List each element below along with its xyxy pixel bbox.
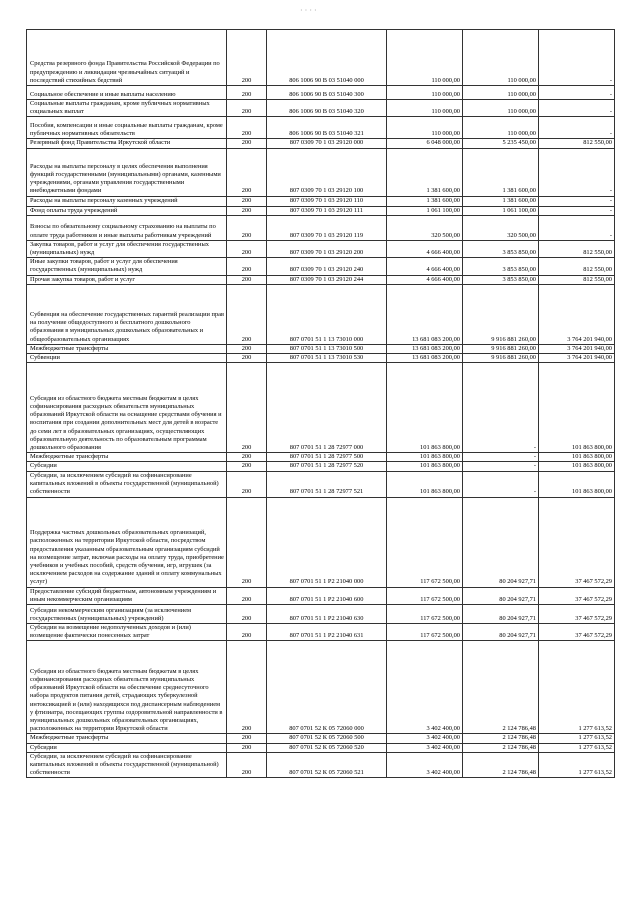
row-assigned: 3 402 400,00	[387, 752, 463, 778]
row-unexecuted: -	[539, 86, 615, 100]
row-name: Предоставление субсидий бюджетным, автономным учреждениям и иным некоммерческим организациям	[27, 587, 227, 604]
row-kbk: 807 0701 51 1 13 73010 000	[267, 284, 387, 344]
row-kbk: 806 1006 90 В 03 51040 320	[267, 100, 387, 117]
row-code: 200	[227, 497, 267, 587]
table-row	[27, 624, 615, 641]
row-code: 200	[227, 240, 267, 257]
row-assigned: 320 500,00	[387, 215, 463, 240]
row-executed: 2 124 786,48	[463, 752, 539, 778]
row-unexecuted: 812 550,00	[539, 258, 615, 275]
row-name: Пособия, компенсации и иные социальные выплаты гражданам, кроме публичных нормативных обязательств	[27, 117, 227, 139]
row-executed: 80 204 927,71	[463, 624, 539, 641]
row-assigned: 1 061 100,00	[387, 206, 463, 215]
row-assigned: 117 672 500,00	[387, 605, 463, 624]
row-name: Прочая закупка товаров, работ и услуг	[27, 275, 227, 284]
budget-execution-table	[26, 29, 615, 778]
row-assigned: 1 381 600,00	[387, 196, 463, 206]
row-assigned: 4 666 400,00	[387, 275, 463, 284]
table-row	[27, 275, 615, 284]
row-assigned: 101 863 800,00	[387, 462, 463, 471]
row-name: Фонд оплаты труда учреждений	[27, 206, 227, 215]
row-unexecuted: 1 277 613,52	[539, 734, 615, 743]
table-row	[27, 196, 615, 206]
row-kbk: 807 0309 70 1 03 29120 110	[267, 196, 387, 206]
row-name: Расходы на выплаты персоналу казенных учреждений	[27, 196, 227, 206]
row-assigned: 3 402 400,00	[387, 734, 463, 743]
row-name: Субсидии, за исключением субсидий на софинансирование капитальных вложений в объекты государственной (муниципальной) собственности	[27, 471, 227, 497]
row-kbk: 807 0701 51 1 13 73010 530	[267, 354, 387, 363]
row-kbk: 806 1006 90 В 03 51040 321	[267, 117, 387, 139]
table-row	[27, 258, 615, 275]
row-kbk: 807 0701 51 1 28 72977 521	[267, 471, 387, 497]
row-unexecuted: -	[539, 148, 615, 196]
row-unexecuted: 37 467 572,29	[539, 605, 615, 624]
row-executed: -	[463, 453, 539, 462]
row-code: 200	[227, 30, 267, 86]
row-name: Резервный фонд Правительства Иркутской области	[27, 139, 227, 148]
row-code: 200	[227, 471, 267, 497]
row-code: 200	[227, 258, 267, 275]
row-assigned: 117 672 500,00	[387, 624, 463, 641]
row-code: 200	[227, 734, 267, 743]
row-code: 200	[227, 363, 267, 453]
row-executed: 110 000,00	[463, 30, 539, 86]
row-code: 200	[227, 641, 267, 734]
row-name: Субсидии, за исключением субсидий на софинансирование капитальных вложений в объекты государственной (муниципальной) собственности	[27, 752, 227, 778]
table-row	[27, 139, 615, 148]
table-row	[27, 605, 615, 624]
row-unexecuted: 37 467 572,29	[539, 624, 615, 641]
row-kbk: 807 0701 51 1 13 73010 500	[267, 344, 387, 353]
row-executed: 320 500,00	[463, 215, 539, 240]
row-kbk: 806 1006 90 В 03 51040 300	[267, 86, 387, 100]
table-row	[27, 30, 615, 86]
row-code: 200	[227, 100, 267, 117]
row-name: Субвенции	[27, 354, 227, 363]
table-row	[27, 344, 615, 353]
row-unexecuted: 3 764 201 940,00	[539, 354, 615, 363]
row-name: Иные закупки товаров, работ и услуг для обеспечения государственных (муниципальных) нужд	[27, 258, 227, 275]
row-kbk: 807 0701 51 1 Р2 21040 600	[267, 587, 387, 604]
row-unexecuted: 3 764 201 940,00	[539, 284, 615, 344]
row-code: 200	[227, 215, 267, 240]
row-unexecuted: 101 863 800,00	[539, 363, 615, 453]
table-row	[27, 215, 615, 240]
row-executed: -	[463, 471, 539, 497]
row-unexecuted: 812 550,00	[539, 139, 615, 148]
row-executed: 1 381 600,00	[463, 196, 539, 206]
row-code: 200	[227, 148, 267, 196]
row-name: Поддержка частных дошкольных образовательных организаций, расположенных на территории Иркутской области, посредством предоставления указанным образовательным организациям субсидий на возмещение затрат, включая расходы на оплату труда, приобретение учебников и учебных пособий, средств обучения, игр, игрушек (за исключением расходов на содержание зданий и оплату коммунальных услуг)	[27, 497, 227, 587]
row-assigned: 3 402 400,00	[387, 641, 463, 734]
table-row	[27, 587, 615, 604]
row-executed: 80 204 927,71	[463, 605, 539, 624]
table-row	[27, 743, 615, 752]
row-executed: -	[463, 462, 539, 471]
row-kbk: 807 0309 70 1 03 29120 240	[267, 258, 387, 275]
row-executed: -	[463, 363, 539, 453]
row-code: 200	[227, 354, 267, 363]
row-code: 200	[227, 206, 267, 215]
row-assigned: 101 863 800,00	[387, 471, 463, 497]
row-unexecuted: -	[539, 117, 615, 139]
row-kbk: 807 0309 70 1 03 29120 100	[267, 148, 387, 196]
row-kbk: 807 0701 51 1 Р2 21040 631	[267, 624, 387, 641]
row-assigned: 117 672 500,00	[387, 587, 463, 604]
table-row	[27, 206, 615, 215]
table-row	[27, 641, 615, 734]
row-kbk: 807 0309 70 1 03 29120 119	[267, 215, 387, 240]
row-kbk: 807 0701 51 1 Р2 21040 000	[267, 497, 387, 587]
row-executed: 110 000,00	[463, 100, 539, 117]
row-unexecuted: 101 863 800,00	[539, 471, 615, 497]
row-code: 200	[227, 275, 267, 284]
row-assigned: 4 666 400,00	[387, 258, 463, 275]
row-name: Социальное обеспечение и иные выплаты населению	[27, 86, 227, 100]
row-assigned: 4 666 400,00	[387, 240, 463, 257]
row-unexecuted: 812 550,00	[539, 275, 615, 284]
row-executed: 5 235 450,00	[463, 139, 539, 148]
row-assigned: 110 000,00	[387, 30, 463, 86]
row-unexecuted: 101 863 800,00	[539, 453, 615, 462]
table-row	[27, 284, 615, 344]
row-code: 200	[227, 344, 267, 353]
row-name: Взносы по обязательному социальному страхованию на выплаты по оплате труда работников и иные выплаты работникам учреждений	[27, 215, 227, 240]
row-name: Субсидии некоммерческим организациям (за исключением государственных (муниципальных) учреждений)	[27, 605, 227, 624]
row-assigned: 110 000,00	[387, 117, 463, 139]
row-code: 200	[227, 86, 267, 100]
row-name: Средства резервного фонда Правительства Российской Федерации по предупреждению и ликвидации чрезвычайных ситуаций и последствий стихийных бедствий	[27, 30, 227, 86]
row-executed: 3 853 850,00	[463, 258, 539, 275]
row-unexecuted: 1 277 613,52	[539, 641, 615, 734]
table-row	[27, 752, 615, 778]
row-unexecuted: 37 467 572,29	[539, 497, 615, 587]
row-name: Субсидия из областного бюджета местным бюджетам в целях софинансирования расходных обязательств муниципальных образований Иркутской области на обеспечение среднесуточного набора продуктов питания детей, страдающих туберкулезной интоксикацией и (или) находящихся под диспансерным наблюдением у фтизиатра, посещающих группы оздоровительной направленности в муниципальных дошкольных образовательных организациях, расположенных на территории Иркутской области	[27, 641, 227, 734]
table-row	[27, 462, 615, 471]
row-unexecuted: -	[539, 196, 615, 206]
row-executed: 2 124 786,48	[463, 743, 539, 752]
row-unexecuted: 1 277 613,52	[539, 743, 615, 752]
row-executed: 2 124 786,48	[463, 641, 539, 734]
row-name: Субсидия из областного бюджета местным бюджетам в целях софинансирования расходных обязательств муниципальных образований Иркутской области на оснащение средствами обучения и воспитания при создании дополнительных мест для детей в возрасте до семи лет в образовательных организациях, осуществляющих образовательную деятельность по образовательным программам дошкольного образования	[27, 363, 227, 453]
row-name: Субсидии	[27, 462, 227, 471]
row-unexecuted: 1 277 613,52	[539, 752, 615, 778]
table-row	[27, 363, 615, 453]
row-code: 200	[227, 605, 267, 624]
row-name: Расходы на выплаты персоналу в целях обеспечения выполнения функций государственными (муниципальными) органами, казенными учреждениями, органами управления государственными внебюджетными фондами	[27, 148, 227, 196]
row-unexecuted: 812 550,00	[539, 240, 615, 257]
scan-mark-top: · · · ·	[300, 6, 317, 15]
row-assigned: 13 681 083 200,00	[387, 354, 463, 363]
row-kbk: 807 0701 51 1 28 72977 500	[267, 453, 387, 462]
row-executed: 2 124 786,48	[463, 734, 539, 743]
row-kbk: 807 0309 70 1 03 29120 244	[267, 275, 387, 284]
row-executed: 9 916 881 260,00	[463, 344, 539, 353]
row-name: Субсидии	[27, 743, 227, 752]
row-name: Межбюджетные трансферты	[27, 734, 227, 743]
row-name: Субсидии на возмещение недополученных доходов и (или) возмещение фактически понесенных затрат	[27, 624, 227, 641]
row-kbk: 807 0701 51 1 Р2 21040 630	[267, 605, 387, 624]
row-unexecuted: -	[539, 100, 615, 117]
table-row	[27, 86, 615, 100]
row-name: Субвенция на обеспечение государственных гарантий реализации прав на получение общедоступного и бесплатного дошкольного образования в муниципальных дошкольных образовательных и общеобразовательных организациях	[27, 284, 227, 344]
row-unexecuted: -	[539, 30, 615, 86]
row-unexecuted: 101 863 800,00	[539, 462, 615, 471]
table-row	[27, 453, 615, 462]
row-kbk: 807 0701 52 К 05 72060 520	[267, 743, 387, 752]
row-code: 200	[227, 196, 267, 206]
table-row	[27, 240, 615, 257]
row-executed: 9 916 881 260,00	[463, 354, 539, 363]
table-row	[27, 148, 615, 196]
row-assigned: 13 681 083 200,00	[387, 284, 463, 344]
row-code: 200	[227, 743, 267, 752]
row-executed: 110 000,00	[463, 86, 539, 100]
row-code: 200	[227, 624, 267, 641]
row-assigned: 6 048 000,00	[387, 139, 463, 148]
row-kbk: 806 1006 90 В 03 51040 000	[267, 30, 387, 86]
row-code: 200	[227, 284, 267, 344]
row-kbk: 807 0701 52 К 05 72060 500	[267, 734, 387, 743]
row-assigned: 101 863 800,00	[387, 453, 463, 462]
row-unexecuted: -	[539, 206, 615, 215]
row-unexecuted: 37 467 572,29	[539, 587, 615, 604]
table-row	[27, 100, 615, 117]
row-code: 200	[227, 462, 267, 471]
row-kbk: 807 0309 70 1 03 29120 000	[267, 139, 387, 148]
row-executed: 80 204 927,71	[463, 587, 539, 604]
row-name: Межбюджетные трансферты	[27, 344, 227, 353]
row-executed: 80 204 927,71	[463, 497, 539, 587]
table-row	[27, 497, 615, 587]
row-code: 200	[227, 117, 267, 139]
row-executed: 1 061 100,00	[463, 206, 539, 215]
table-row	[27, 354, 615, 363]
table-row	[27, 117, 615, 139]
row-assigned: 13 681 083 200,00	[387, 344, 463, 353]
table-row	[27, 734, 615, 743]
row-kbk: 807 0309 70 1 03 29120 200	[267, 240, 387, 257]
row-kbk: 807 0309 70 1 03 29120 111	[267, 206, 387, 215]
row-kbk: 807 0701 52 К 05 72060 000	[267, 641, 387, 734]
row-executed: 1 381 600,00	[463, 148, 539, 196]
row-name: Социальные выплаты гражданам, кроме публичных нормативных социальных выплат	[27, 100, 227, 117]
row-kbk: 807 0701 51 1 28 72977 520	[267, 462, 387, 471]
row-assigned: 3 402 400,00	[387, 743, 463, 752]
row-code: 200	[227, 139, 267, 148]
row-assigned: 110 000,00	[387, 100, 463, 117]
row-unexecuted: 3 764 201 940,00	[539, 344, 615, 353]
row-name: Межбюджетные трансферты	[27, 453, 227, 462]
row-assigned: 117 672 500,00	[387, 497, 463, 587]
row-kbk: 807 0701 52 К 05 72060 521	[267, 752, 387, 778]
row-assigned: 1 381 600,00	[387, 148, 463, 196]
row-assigned: 110 000,00	[387, 86, 463, 100]
row-kbk: 807 0701 51 1 28 72977 000	[267, 363, 387, 453]
row-executed: 110 000,00	[463, 117, 539, 139]
row-code: 200	[227, 752, 267, 778]
row-unexecuted: -	[539, 215, 615, 240]
row-code: 200	[227, 587, 267, 604]
row-executed: 3 853 850,00	[463, 240, 539, 257]
row-executed: 3 853 850,00	[463, 275, 539, 284]
table-row	[27, 471, 615, 497]
row-assigned: 101 863 800,00	[387, 363, 463, 453]
row-executed: 9 916 881 260,00	[463, 284, 539, 344]
row-code: 200	[227, 453, 267, 462]
row-name: Закупка товаров, работ и услуг для обеспечения государственных (муниципальных) нужд	[27, 240, 227, 257]
